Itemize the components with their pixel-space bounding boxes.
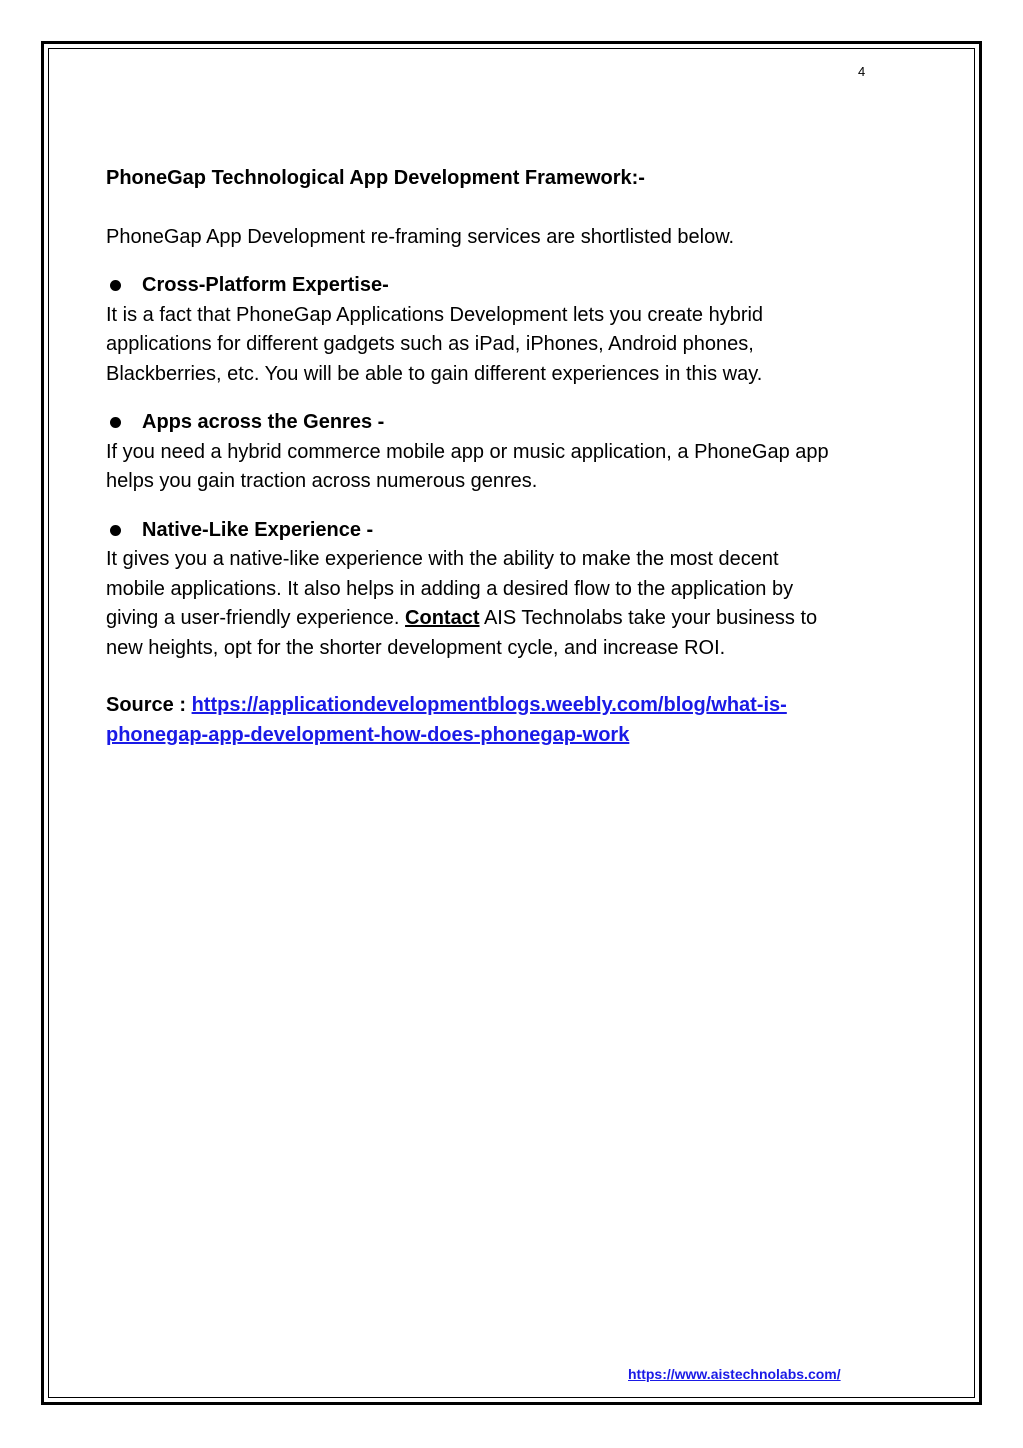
- section-line: Blackberries, etc. You will be able to gain different experiences in this way.: [106, 362, 763, 385]
- bullet-icon: [110, 280, 121, 291]
- contact-link[interactable]: Contact: [405, 607, 480, 629]
- section-line: If you need a hybrid commerce mobile app or music application, a PhoneGap app: [106, 440, 829, 463]
- section-title: Cross-Platform Expertise-: [142, 274, 389, 296]
- line-text: AIS Technolabs take your business to: [479, 607, 818, 629]
- section-line: [106, 604, 906, 634]
- bullet-icon: [110, 417, 121, 428]
- intro-text: PhoneGap App Development re-framing services are shortlisted below.: [106, 225, 735, 248]
- document-body: [106, 164, 906, 750]
- section-title: Apps across the Genres -: [142, 411, 385, 433]
- section-line: It gives you a native-like experience with the ability to make the most decent: [106, 548, 779, 570]
- section-native-experience: [106, 516, 906, 664]
- section-line: mobile applications. It also helps in adding a desired flow to the application by: [106, 577, 794, 600]
- section-line: new heights, opt for the shorter development cycle, and increase ROI.: [106, 636, 726, 659]
- source-link-continued[interactable]: phonegap-app-development-how-does-phonegap-work: [106, 723, 630, 746]
- footer-website-link[interactable]: https://www.aistechnolabs.com/: [628, 1366, 841, 1382]
- section-genres: [106, 408, 906, 497]
- section-title: Native-Like Experience -: [142, 518, 374, 541]
- source-block: [106, 691, 906, 750]
- section-cross-platform: [106, 271, 906, 389]
- section-line: applications for different gadgets such as iPad, iPhones, Android phones,: [106, 333, 754, 355]
- document-heading: PhoneGap Technological App Development Framework:-: [106, 167, 645, 189]
- section-line: helps you gain traction across numerous genres.: [106, 470, 538, 492]
- section-line: It is a fact that PhoneGap Applications Development lets you create hybrid: [106, 303, 764, 326]
- page-number: 4: [858, 64, 866, 79]
- line-text: giving a user-friendly experience.: [106, 607, 406, 629]
- source-label: Source :: [106, 694, 192, 716]
- bullet-icon: [110, 525, 121, 536]
- source-link[interactable]: https://applicationdevelopmentblogs.weebly.com/blog/what-is-: [191, 694, 787, 716]
